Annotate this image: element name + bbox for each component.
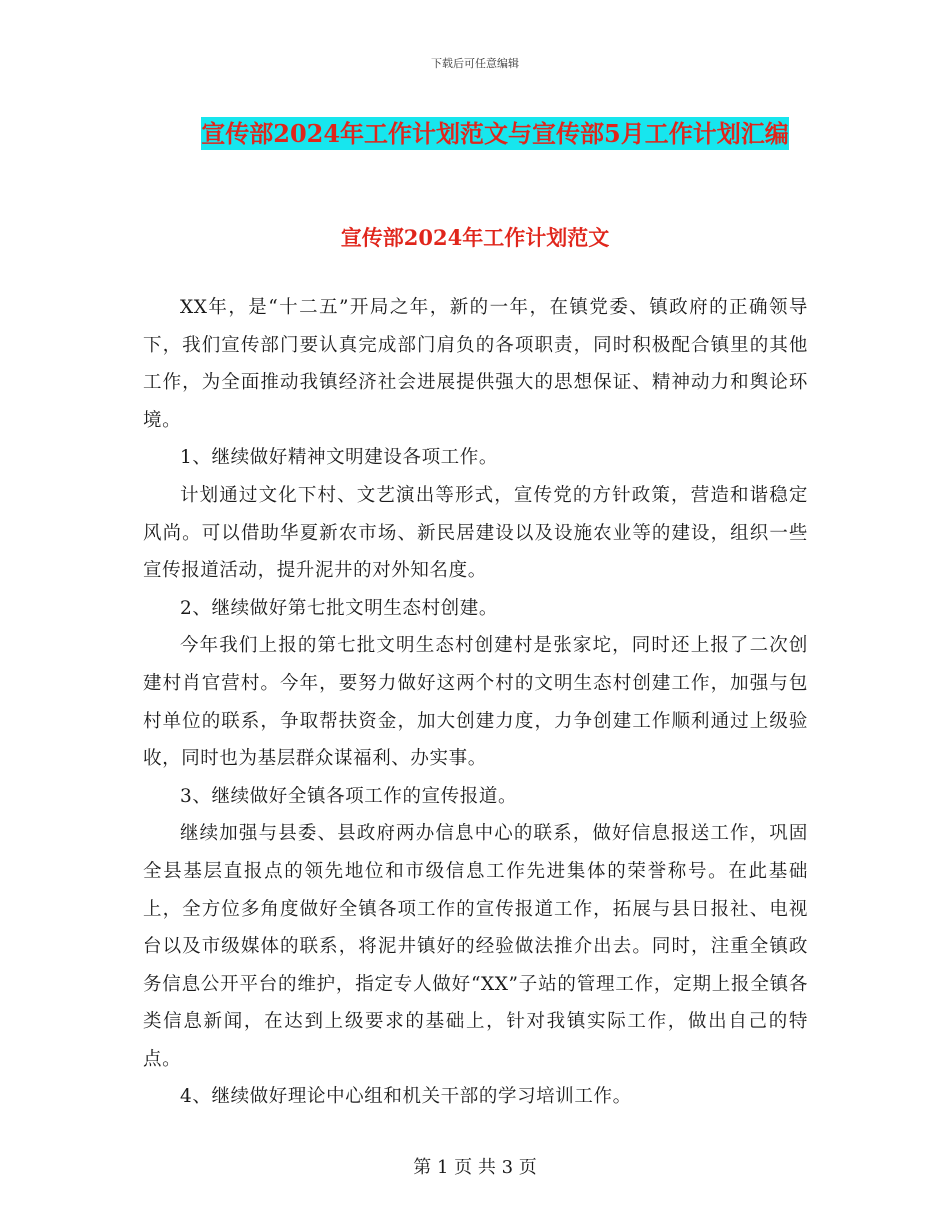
section-title: 宣传部2024年工作计划范文 (340, 225, 610, 250)
document-title-text: 宣传部2024年工作计划范文与宣传部5月工作计划汇编 (201, 119, 789, 148)
paragraph-item-3-heading: 3、继续做好全镇各项工作的宣传报道。 (180, 785, 518, 807)
paragraph-item-3-body: 继续加强与县委、县政府两办信息中心的联系，做好信息报送工作，巩固全县基层直报点的领先地位和市级信息工作先进集体的荣誉称号。在此基础上，全方位多角度做好全镇各项工作的宣传报道工作，拓展与县日报社、电视台以及市级媒体的联系，将泥井镇好的经验做法推介出去。同时，注重全镇政务信息公开平台的维护，指定专人做好“XX”子站的管理工作，定期上报全镇各类信息新闻，在达到上级要求的基础上，针对我镇实际工作，做出自己的特点。 (143, 823, 808, 1070)
paragraph-item-1-heading: 1、继续做好精神文明建设各项工作。 (180, 447, 498, 469)
document-title (140, 112, 850, 156)
paragraph-intro: XX年，是“十二五”开局之年，新的一年，在镇党委、镇政府的正确领导下，我们宣传部门要认真完成部门肩负的各项职责，同时积极配合镇里的其他工作，为全面推动我镇经济社会进展提供强大的思想保证、精神动力和舆论环境。 (143, 297, 808, 431)
paragraph-item-4-heading: 4、继续做好理论中心组和机关干部的学习培训工作。 (180, 1086, 632, 1108)
document-body (143, 289, 808, 1116)
paragraph-item-2-body: 今年我们上报的第七批文明生态村创建村是张家坨，同时还上报了二次创建村肖官营村。今年，要努力做好这两个村的文明生态村创建工作，加强与包村单位的联系，争取帮扶资金，加大创建力度，力争创建工作顺利通过上级验收，同时也为基层群众谋福利、办实事。 (143, 635, 808, 770)
page-header-note: 下载后可任意编辑 (431, 57, 519, 70)
paragraph-item-1-body: 计划通过文化下村、文艺演出等形式，宣传党的方针政策，营造和谐稳定风尚。可以借助华夏新农市场、新民居建设以及设施农业等的建设，组织一些宣传报道活动，提升泥井的对外知名度。 (143, 484, 808, 582)
paragraph-item-2-heading: 2、继续做好第七批文明生态村创建。 (180, 597, 498, 619)
page-number: 第 1 页 共 3 页 (413, 1157, 537, 1178)
